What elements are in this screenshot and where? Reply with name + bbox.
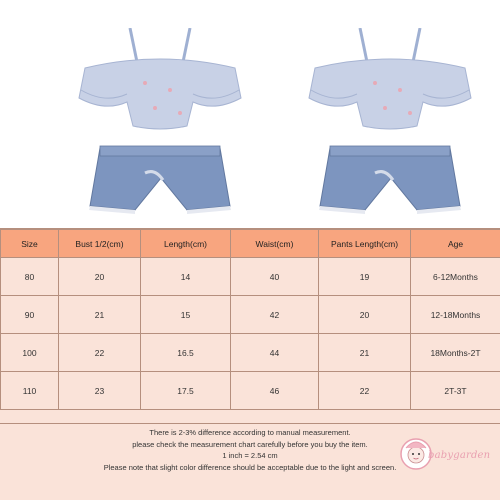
table-cell: 12-18Months bbox=[411, 296, 500, 334]
product-photos bbox=[0, 0, 500, 228]
table-cell: 22 bbox=[59, 334, 141, 372]
header-pants-length: Pants Length(cm) bbox=[319, 230, 411, 258]
product-image-right bbox=[305, 28, 475, 218]
table-cell: 46 bbox=[231, 372, 319, 410]
table-row bbox=[1, 372, 500, 410]
brand-logo bbox=[398, 436, 500, 476]
table-cell: 18Months-2T bbox=[411, 334, 500, 372]
table-row bbox=[1, 258, 500, 296]
table-cell: 19 bbox=[319, 258, 411, 296]
table-cell: 44 bbox=[231, 334, 319, 372]
table-cell: 15 bbox=[141, 296, 231, 334]
note-line: please check the measurement chart carefully before you buy the item. bbox=[132, 439, 368, 449]
table-row bbox=[1, 296, 500, 334]
table-cell: 6-12Months bbox=[411, 258, 500, 296]
header-size: Size bbox=[1, 230, 59, 258]
table-cell: 42 bbox=[231, 296, 319, 334]
table-cell: 40 bbox=[231, 258, 319, 296]
table-header-row bbox=[1, 230, 500, 258]
table-cell: 20 bbox=[319, 296, 411, 334]
table-cell: 17.5 bbox=[141, 372, 231, 410]
header-bust: Bust 1/2(cm) bbox=[59, 230, 141, 258]
table-row bbox=[1, 334, 500, 372]
header-age: Age bbox=[411, 230, 500, 258]
table-cell: 80 bbox=[1, 258, 59, 296]
table-cell: 14 bbox=[141, 258, 231, 296]
note-line: 1 inch = 2.54 cm bbox=[222, 451, 278, 460]
table-cell: 100 bbox=[1, 334, 59, 372]
table-cell: 16.5 bbox=[141, 334, 231, 372]
logo-text: babygarden bbox=[428, 450, 491, 461]
table-cell: 90 bbox=[1, 296, 59, 334]
note-line: Please note that slight color difference should be acceptable due to the light and screen. bbox=[103, 462, 397, 472]
table-cell: 23 bbox=[59, 372, 141, 410]
size-table bbox=[0, 229, 500, 410]
outfit-illustration bbox=[75, 28, 245, 218]
product-image-left bbox=[75, 28, 245, 218]
header-length: Length(cm) bbox=[141, 230, 231, 258]
outfit-illustration bbox=[305, 28, 475, 218]
table-cell: 21 bbox=[319, 334, 411, 372]
note-line: There is 2-3% difference according to manual measurement. bbox=[149, 428, 351, 437]
table-cell: 21 bbox=[59, 296, 141, 334]
table-cell: 110 bbox=[1, 372, 59, 410]
table-cell: 22 bbox=[319, 372, 411, 410]
header-waist: Waist(cm) bbox=[231, 230, 319, 258]
table-cell: 2T-3T bbox=[411, 372, 500, 410]
table-cell: 20 bbox=[59, 258, 141, 296]
